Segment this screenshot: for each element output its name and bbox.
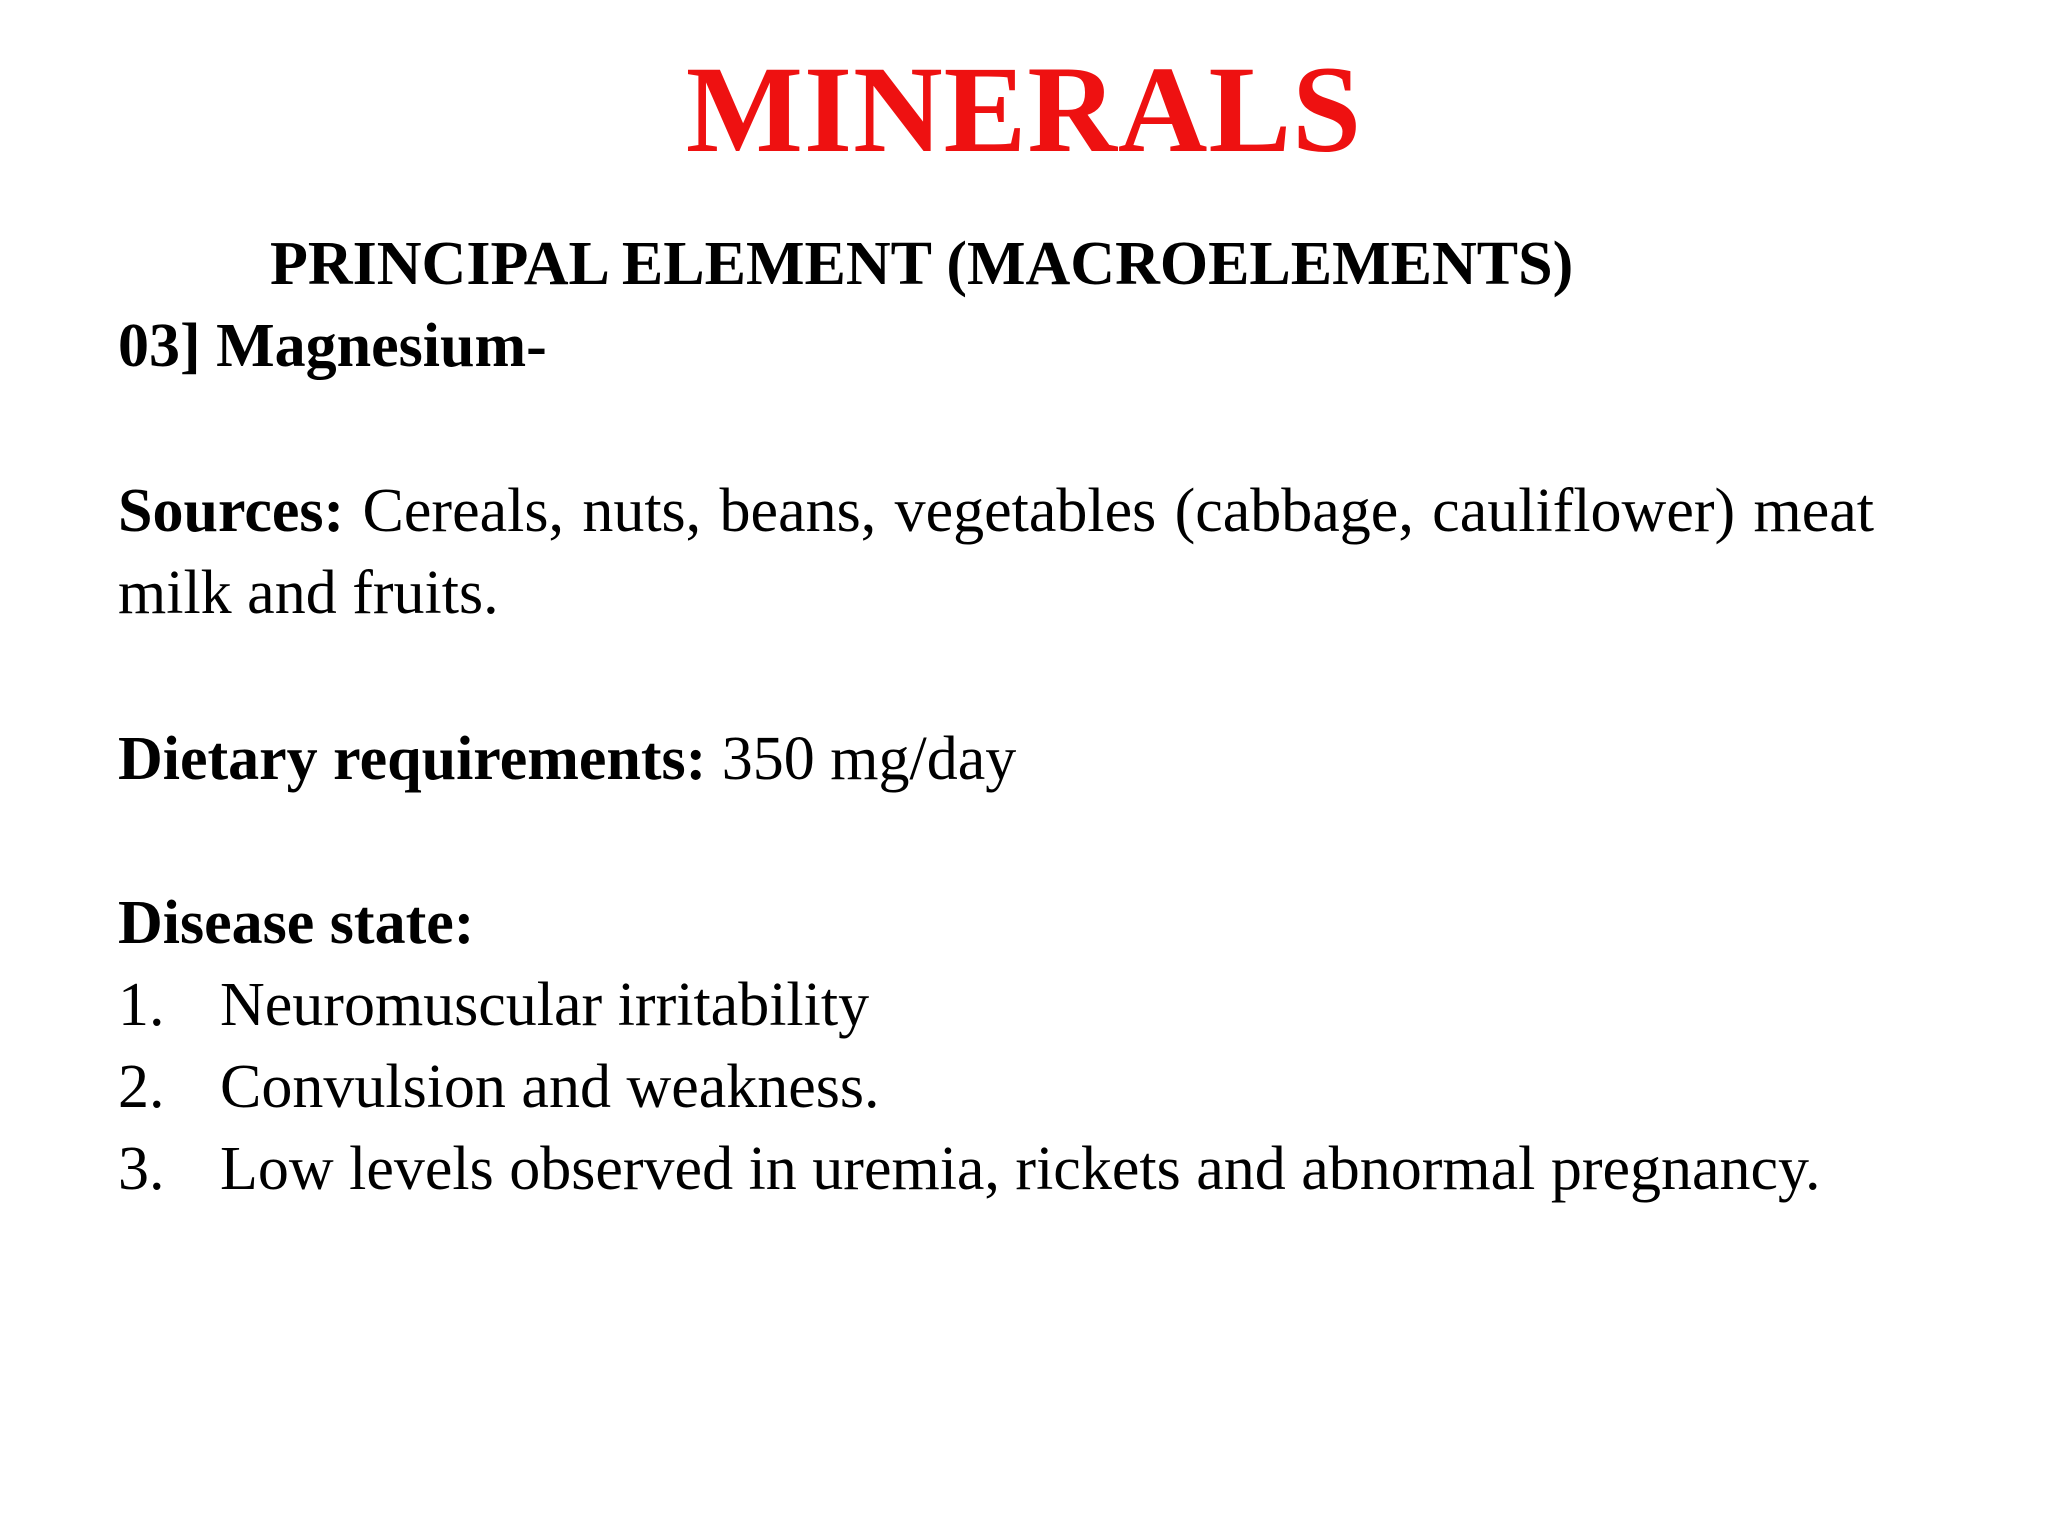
dietary-label: Dietary requirements: xyxy=(118,725,707,793)
list-item-text: Convulsion and weakness. xyxy=(220,1053,880,1121)
list-item-number: 2. xyxy=(118,1053,165,1121)
sources-paragraph xyxy=(118,470,1874,634)
list-item-text: Neuromuscular irritability xyxy=(220,971,870,1039)
list-item xyxy=(118,964,1874,1046)
list-item-text: Low levels observed in uremia, rickets and abnormal pregnancy. xyxy=(220,1135,1821,1203)
list-item xyxy=(118,1046,1874,1128)
disease-heading: Disease state: xyxy=(118,889,475,957)
dietary-text: 350 mg/day xyxy=(706,725,1017,793)
sources-text: Cereals, nuts, beans, vegetables (cabbage, cauliflower) meat milk and fruits. xyxy=(118,477,1874,627)
element-heading: 03] Magnesium- xyxy=(118,312,547,380)
slide-title: MINERALS xyxy=(685,41,1363,178)
list-item xyxy=(118,1128,1874,1210)
disease-list xyxy=(118,964,1874,1210)
list-item-number: 1. xyxy=(118,971,165,1039)
list-item-number: 3. xyxy=(118,1135,165,1203)
sources-label: Sources: xyxy=(118,477,345,545)
section-subtitle: PRINCIPAL ELEMENT (MACROELEMENTS) xyxy=(270,230,1574,298)
dietary-paragraph xyxy=(118,718,1874,800)
